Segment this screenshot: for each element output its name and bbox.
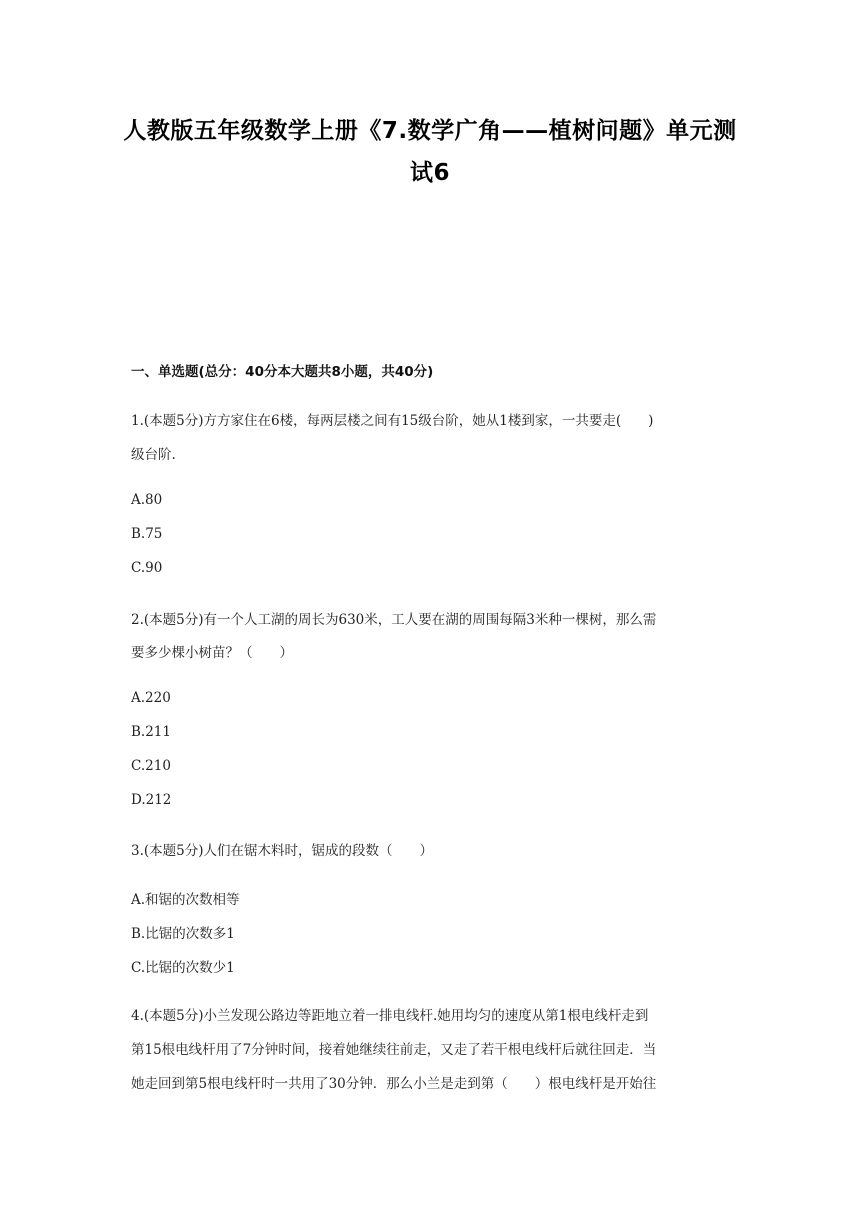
- question-2-option-c: C.210: [131, 758, 171, 774]
- question-3-option-b: B.比锯的次数多1: [131, 926, 235, 942]
- question-2-option-d: D.212: [131, 792, 172, 808]
- document-title-line-1: 人教版五年级数学上册《7.数学广角——植树问题》单元测: [123, 118, 737, 144]
- question-2-option-b: B.211: [131, 724, 171, 740]
- question-3-option-c: C.比锯的次数少1: [131, 960, 235, 976]
- question-3-line-1: 3.(本题5分)人们在锯木料时，锯成的段数（ ）: [131, 843, 434, 859]
- question-1-option-a: A.80: [131, 492, 163, 508]
- question-1-line-1: 1.(本题5分)方方家住在6楼，每两层楼之间有15级台阶，她从1楼到家，一共要走( ): [131, 413, 654, 429]
- question-3-option-a: A.和锯的次数相等: [131, 892, 240, 908]
- question-1-line-2: 级台阶.: [131, 447, 176, 463]
- question-4-line-2: 第15根电线杆用了7分钟时间，接着她继续往前走，又走了若干根电线杆后就往回走．当: [131, 1042, 657, 1058]
- question-1-option-c: C.90: [131, 560, 163, 576]
- question-4-line-1: 4.(本题5分)小兰发现公路边等距地立着一排电线杆.她用均匀的速度从第1根电线杆走到: [131, 1008, 649, 1024]
- question-2-option-a: A.220: [131, 690, 171, 706]
- section-heading: 一、单选题(总分：40分本大题共8小题，共40分): [131, 364, 434, 380]
- document-title-line-2: 试6: [409, 160, 450, 186]
- question-2-line-2: 要多少棵小树苗？（ ）: [131, 645, 293, 661]
- question-2-line-1: 2.(本题5分)有一个人工湖的周长为630米，工人要在湖的周围每隔3米种一棵树，那么需: [131, 612, 657, 628]
- question-1-option-b: B.75: [131, 526, 163, 542]
- question-4-line-3: 她走回到第5根电线杆时一共用了30分钟．那么小兰是走到第（ ）根电线杆是开始往: [131, 1076, 657, 1092]
